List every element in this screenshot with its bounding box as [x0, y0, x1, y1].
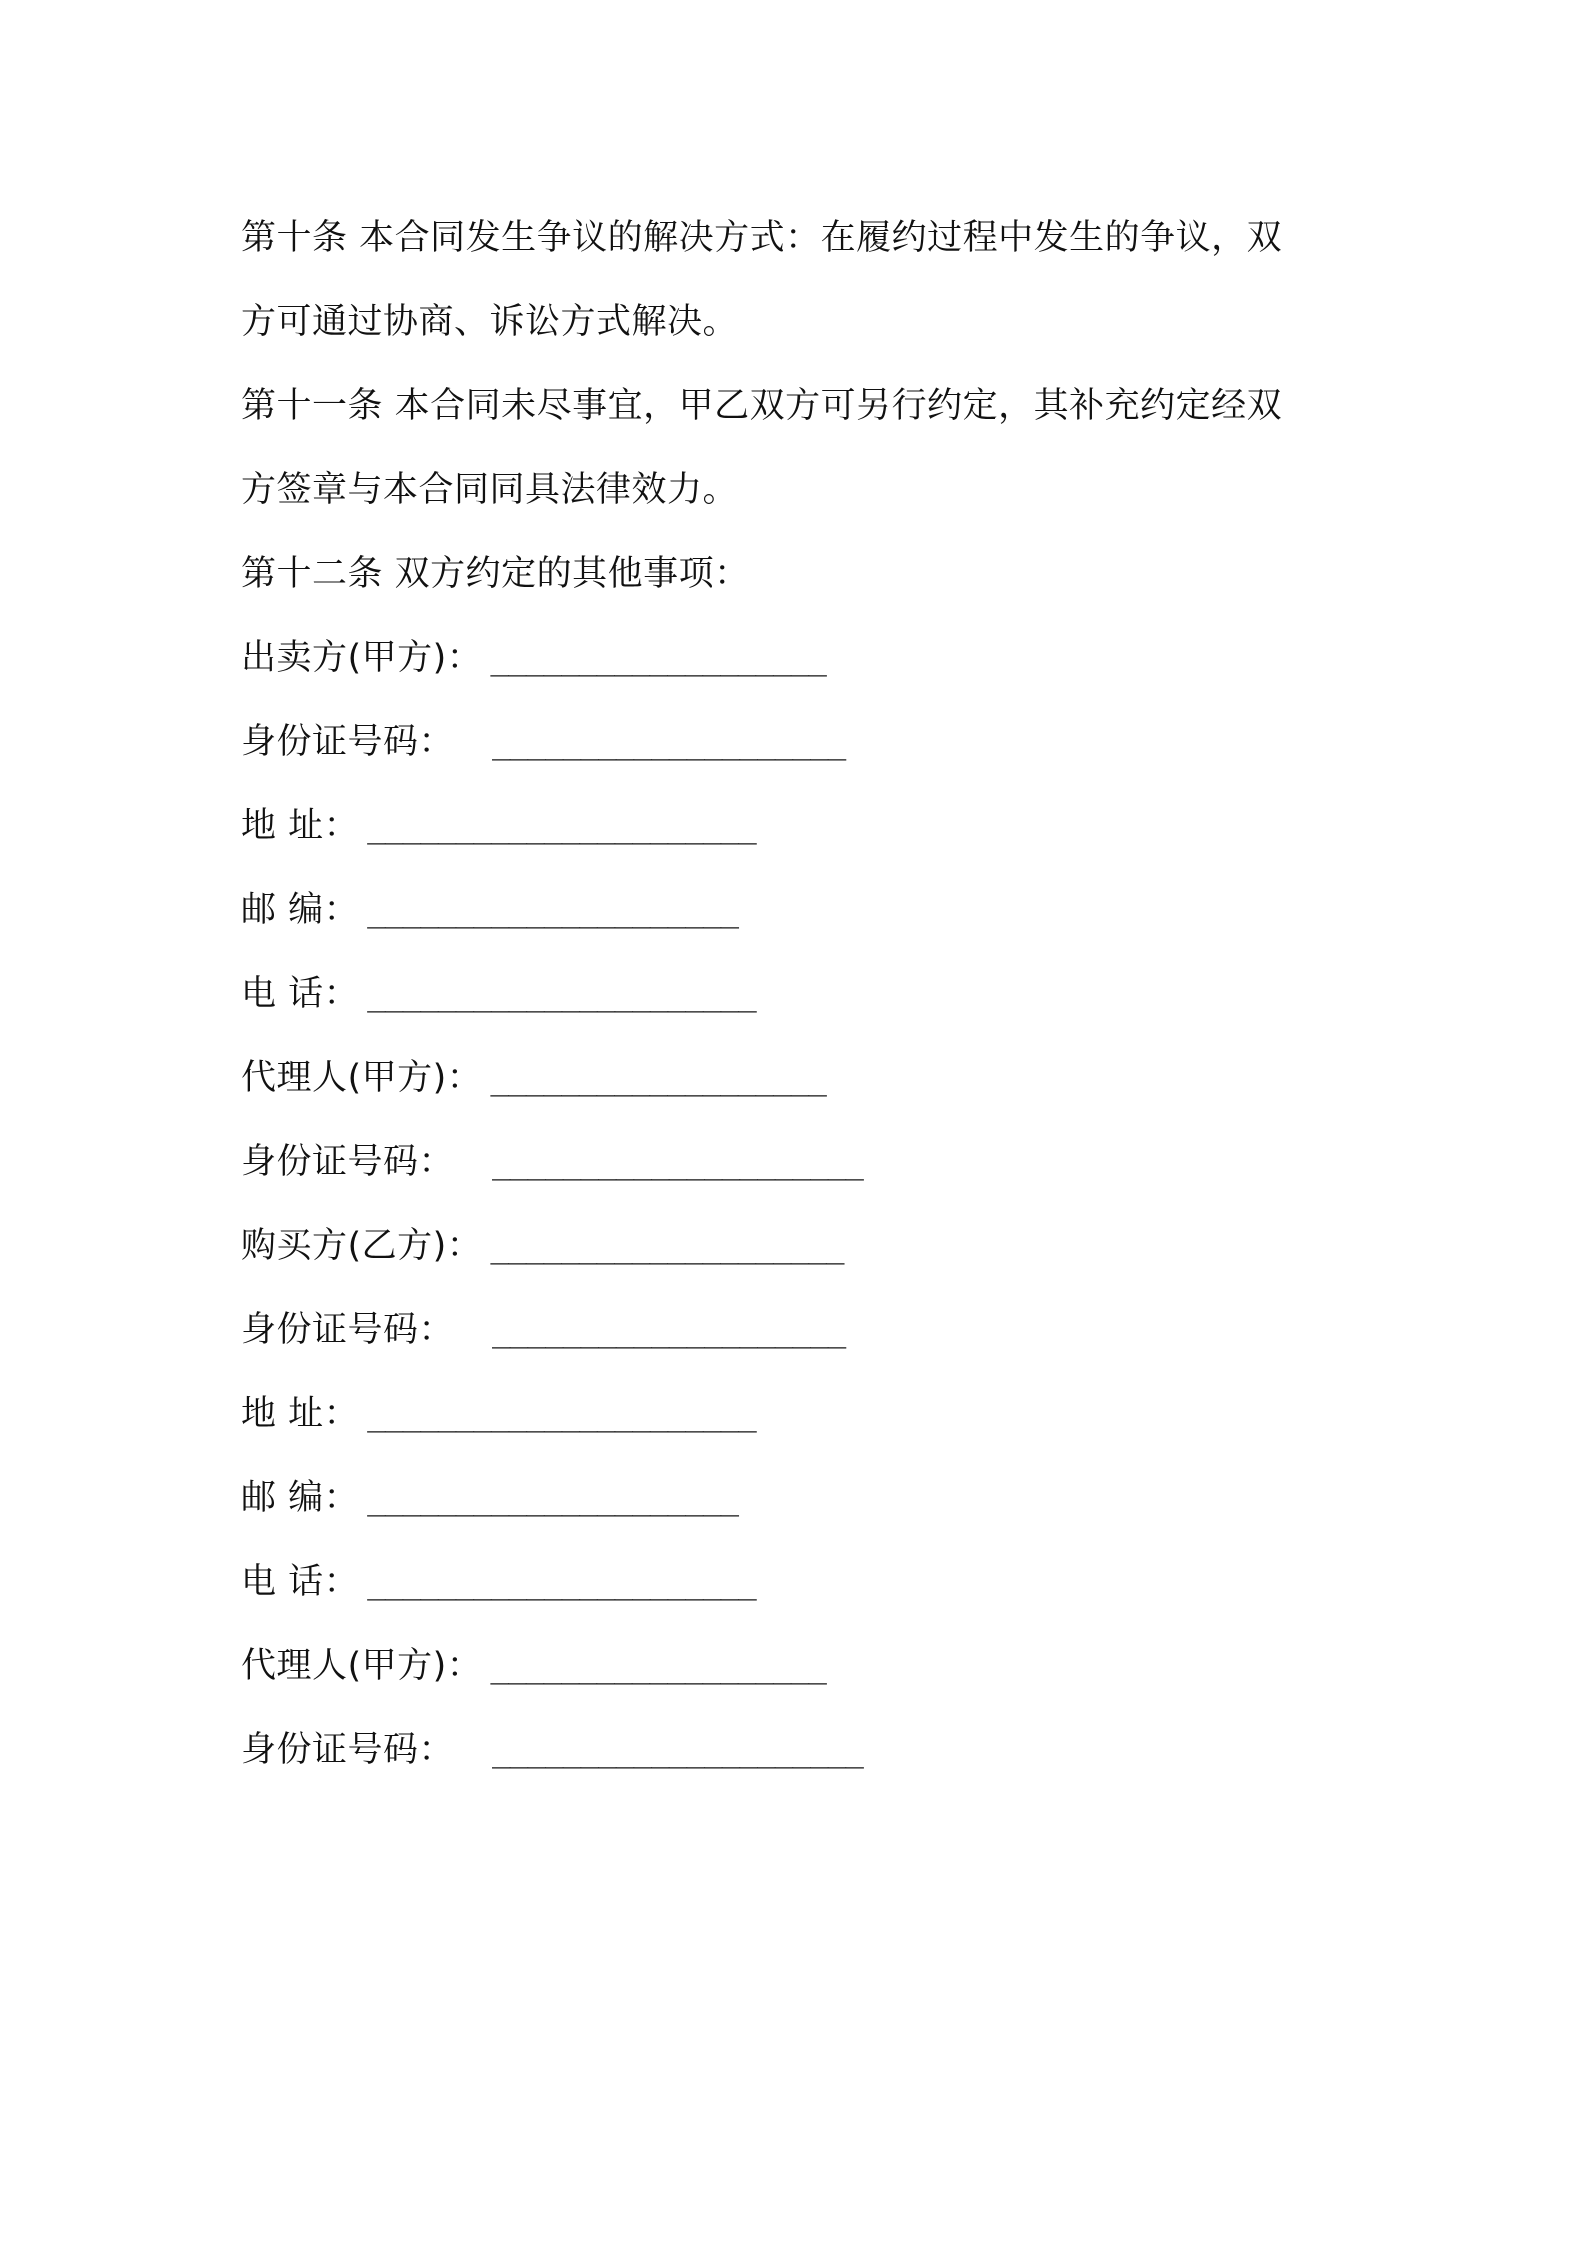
field-seller-postcode: [241, 868, 1361, 952]
field-buyer-address: [241, 1372, 1361, 1456]
clause-11-line-2: 方签章与本合同同具法律效力。: [241, 470, 739, 510]
field-blank: ____________________: [490, 1229, 844, 1265]
field-label: 地 址：: [241, 806, 360, 846]
field-blank: ______________________: [367, 977, 756, 1013]
field-blank: _____________________: [367, 893, 739, 929]
field-buyer-agent-id: [241, 1708, 1361, 1792]
field-seller-agent: [241, 1036, 1361, 1120]
field-blank: ______________________: [367, 809, 756, 845]
field-seller-phone: [241, 952, 1361, 1036]
field-label: 身份证号码：: [241, 1730, 455, 1770]
field-blank: ____________________: [492, 725, 846, 761]
field-seller-id: [241, 700, 1361, 784]
clause-10-line-1: 第十条 本合同发生争议的解决方式：在履约过程中发生的争议，双: [241, 218, 1283, 258]
field-buyer-agent: [241, 1624, 1361, 1708]
field-label: 出卖方(甲方)：: [241, 638, 483, 678]
field-buyer: [241, 1204, 1361, 1288]
field-blank: ___________________: [490, 1649, 826, 1685]
field-blank: _____________________: [492, 1733, 863, 1769]
field-label: 电 话：: [241, 974, 360, 1014]
field-blank: ______________________: [367, 1565, 756, 1601]
field-label: 身份证号码：: [241, 722, 455, 762]
field-label: 邮 编：: [241, 1478, 360, 1518]
field-blank: ___________________: [490, 641, 826, 677]
clause-11-line-1: 第十一条 本合同未尽事宜，甲乙双方可另行约定，其补充约定经双: [241, 386, 1283, 426]
field-blank: ______________________: [367, 1397, 756, 1433]
field-label: 身份证号码：: [241, 1142, 455, 1182]
field-seller-address: [241, 784, 1361, 868]
document-body: [241, 196, 1361, 1792]
field-blank: ___________________: [490, 1061, 826, 1097]
field-seller-agent-id: [241, 1120, 1361, 1204]
field-blank: ____________________: [492, 1313, 846, 1349]
field-seller: [241, 616, 1361, 700]
clause-10-line-2: 方可通过协商、诉讼方式解决。: [241, 302, 739, 342]
clause-12-line-1: 第十二条 双方约定的其他事项：: [241, 554, 750, 594]
field-buyer-postcode: [241, 1456, 1361, 1540]
field-buyer-phone: [241, 1540, 1361, 1624]
field-buyer-id: [241, 1288, 1361, 1372]
field-blank: _____________________: [492, 1145, 863, 1181]
field-label: 邮 编：: [241, 890, 360, 930]
field-label: 地 址：: [241, 1394, 360, 1434]
field-label: 身份证号码：: [241, 1310, 455, 1350]
field-blank: _____________________: [367, 1481, 739, 1517]
field-label: 代理人(甲方)：: [241, 1646, 483, 1686]
field-label: 购买方(乙方)：: [241, 1226, 483, 1266]
field-label: 代理人(甲方)：: [241, 1058, 483, 1098]
field-label: 电 话：: [241, 1562, 360, 1602]
